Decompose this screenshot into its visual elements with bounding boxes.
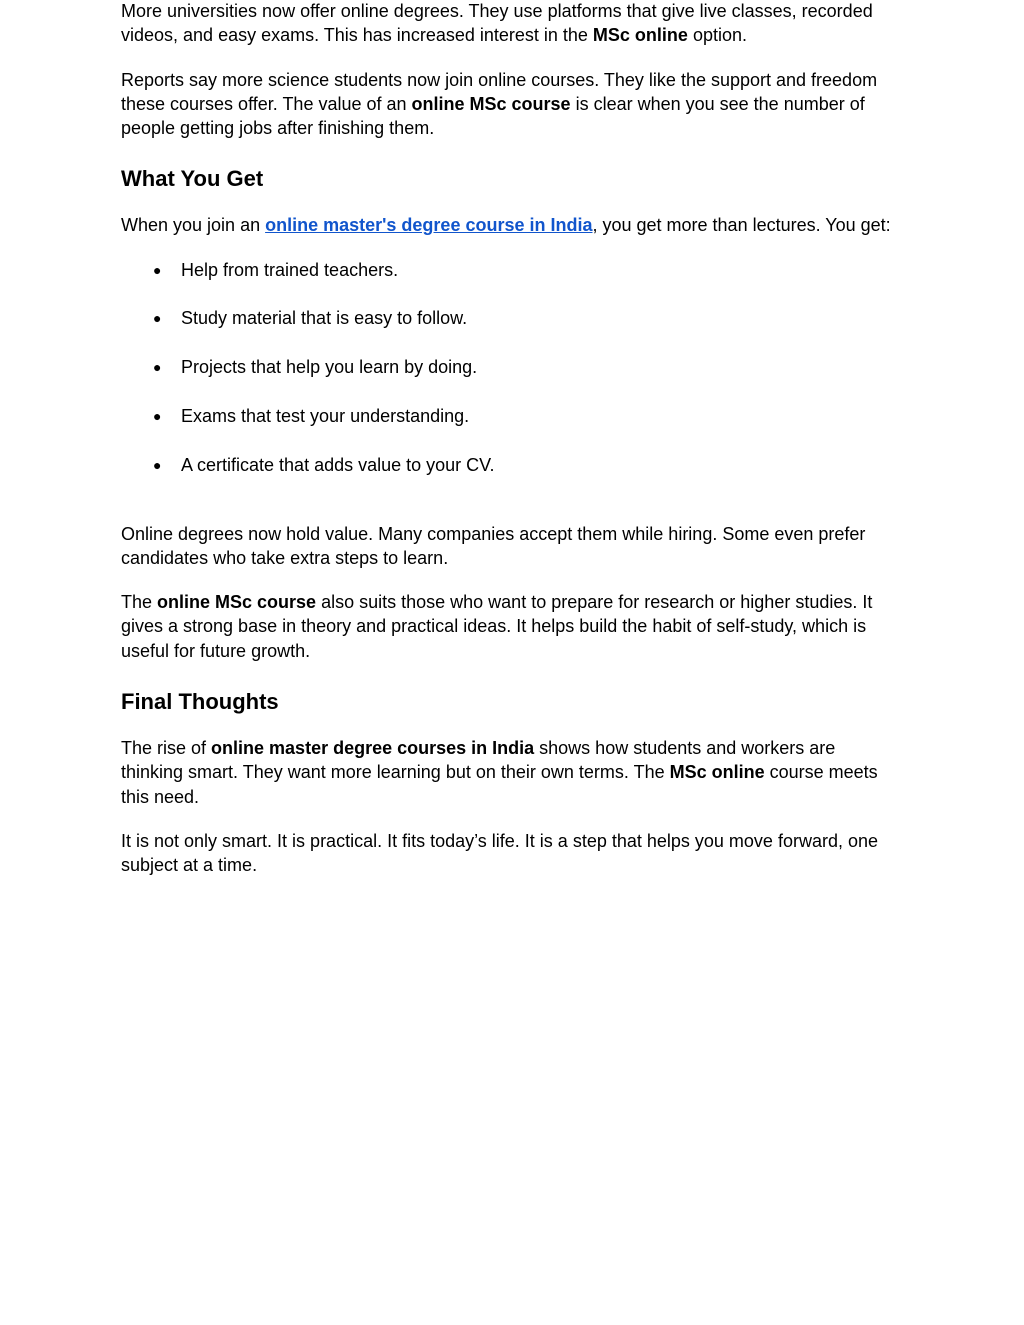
paragraph-text: It is not only smart. It is practical. It fits today’s life. It is a step that helps you move forward, one subject at a time.	[121, 830, 878, 876]
paragraph-text: More universities now offer online degrees. They use platforms that give live classes, recorded videos, and easy exams. This has increased interest in the	[121, 1, 873, 46]
document-page	[121, 0, 901, 878]
list-item	[121, 306, 901, 330]
link-online-masters-degree-india[interactable]: online master's degree course in India	[265, 215, 593, 236]
paragraph-text: Reports say more science students now join online courses. They like the support and freedom these courses offer. The value of an	[121, 69, 878, 114]
paragraph-text: When you join an	[121, 215, 266, 236]
list-item	[121, 355, 901, 379]
paragraph-practical-closing	[121, 829, 901, 878]
list-item	[121, 404, 901, 428]
bullet-icon: ●	[153, 261, 162, 278]
paragraph-text: shows how students and workers are thinking smart. They want more learning but on their own terms. The	[121, 738, 836, 783]
bold-term: MSc online	[669, 762, 765, 783]
benefits-list	[121, 258, 901, 477]
paragraph-text: option.	[687, 25, 747, 46]
paragraph-text: The	[121, 592, 158, 613]
paragraph-science-students	[121, 68, 901, 141]
bold-term: online MSc course	[157, 592, 317, 613]
paragraph-text: , you get more than lectures. You get:	[592, 215, 891, 236]
paragraph-research-higher-studies	[121, 590, 901, 663]
paragraph-degrees-hold-value	[121, 522, 901, 571]
paragraph-text: is clear when you see the number of people getting jobs after finishing them.	[121, 93, 865, 139]
paragraph-rise-of-online-courses	[121, 736, 901, 809]
list-item	[121, 258, 901, 282]
list-item-text: Exams that test your understanding.	[181, 405, 470, 426]
bold-term: online MSc course	[411, 93, 571, 114]
bullet-icon: ●	[153, 456, 162, 473]
list-item-text: Study material that is easy to follow.	[181, 308, 468, 329]
heading-what-you-get: What You Get	[121, 166, 264, 192]
paragraph-text: course meets this need.	[121, 762, 878, 807]
paragraph-text: Online degrees now hold value. Many companies accept them while hiring. Some even prefer candidates who take extra steps to learn.	[121, 523, 866, 568]
paragraph-text: also suits those who want to prepare for research or higher studies. It gives a strong base in theory and practical ideas. It helps build the habit of self-study, which is useful for future growth.	[121, 592, 873, 661]
heading-final-thoughts: Final Thoughts	[121, 689, 279, 715]
bullet-icon: ●	[153, 407, 162, 424]
bullet-icon: ●	[153, 359, 162, 376]
paragraph-when-you-join	[121, 213, 901, 237]
list-item-text: Help from trained teachers.	[181, 259, 399, 280]
paragraph-online-degrees-intro	[121, 0, 901, 48]
list-item-text: A certificate that adds value to your CV.	[181, 454, 495, 475]
list-item-text: Projects that help you learn by doing.	[181, 357, 478, 378]
list-item	[121, 453, 901, 477]
bold-term: MSc online	[592, 25, 688, 46]
bold-term: online master degree courses in India	[211, 738, 535, 759]
paragraph-text: The rise of	[121, 738, 212, 759]
bullet-icon: ●	[153, 310, 162, 327]
